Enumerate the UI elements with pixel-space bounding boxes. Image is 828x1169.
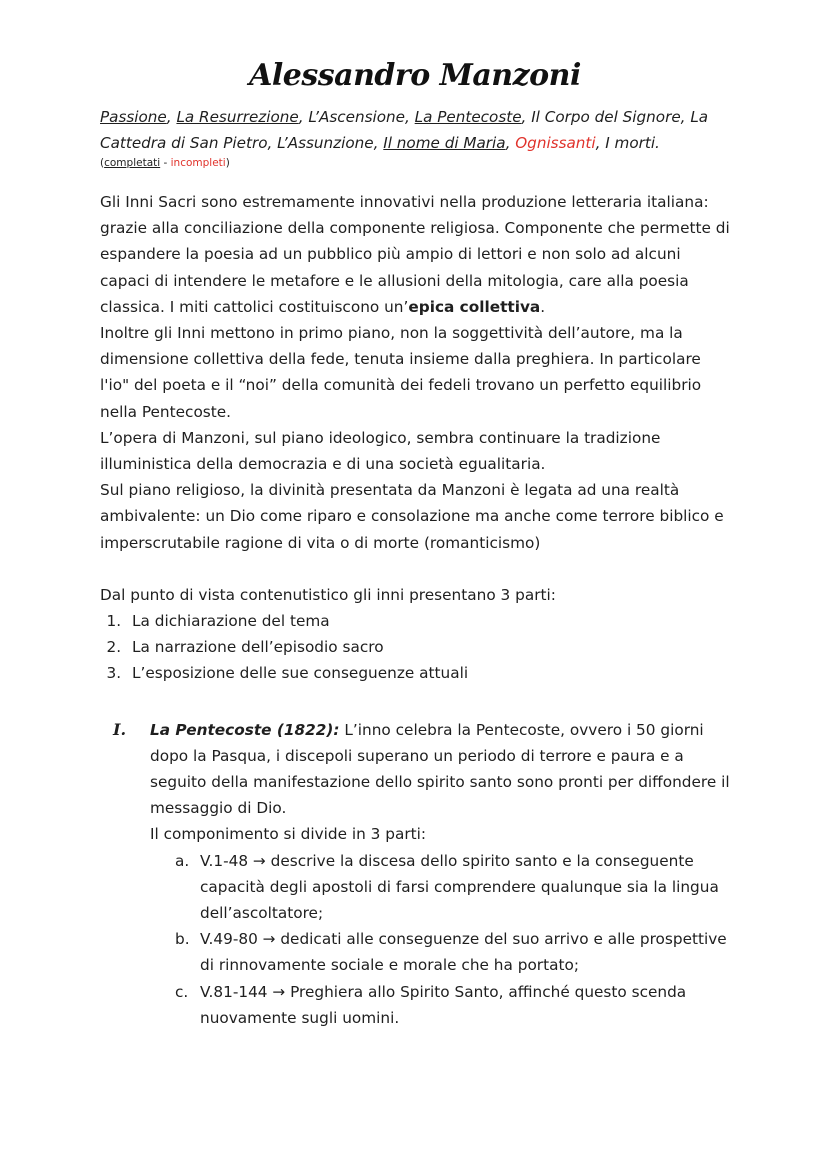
hymn-nome-di-maria: Il nome di Maria (383, 134, 506, 152)
intro-paragraph (100, 189, 730, 320)
list-item: 2. La narrazione dell’episodio sacro (126, 634, 730, 660)
paragraph-ideology: L’opera di Manzoni, sul piano ideologico, sembra continuare la tradizione illuministica della democrazia e di una società egualitaria. (100, 428, 661, 474)
hymn-passione: Passione (100, 108, 167, 126)
list-item-text: V.1-48 → descrive la discesa dello spirito santo e la conseguente capacità degli apostoli di farsi comprendere qualunque sia la lingua dell’ascoltatore; (200, 851, 719, 923)
verse-list (150, 848, 730, 1031)
hymn-plain-text: , I morti. (595, 134, 660, 152)
section-division: Il componimento si divide in 3 parti: (150, 825, 427, 844)
legend-open: ( (100, 157, 105, 169)
hymn-plain-text: , L’Ascensione, (298, 108, 415, 126)
legend (100, 156, 730, 170)
hymn-plain-text: , Il Corpo del Signore, La Cattedra di San Pietro, L’Assunzione, (100, 108, 709, 152)
list-item-text: V.49-80 → dedicati alle conseguenze del suo arrivo e alle prospettive di rinnovamente sociale e morale che ha portato; (200, 930, 727, 975)
list-item (150, 926, 730, 978)
legend-sep: - (160, 157, 171, 169)
spacer (100, 556, 730, 582)
page-title: Alessandro Manzoni (249, 58, 581, 93)
hymn-list (100, 104, 730, 156)
list-marker: b. (175, 930, 190, 949)
section-pentecoste (100, 717, 730, 1031)
legend-incomplete: incompleti (170, 157, 226, 169)
hymn-separator: , (166, 108, 177, 126)
hymn-pentecoste: La Pentecoste (414, 108, 522, 126)
section-body (150, 717, 730, 822)
section-numeral: I. (113, 719, 127, 739)
parts-list (100, 608, 730, 687)
paragraph-religion: Sul piano religioso, la divinità presentata da Manzoni è legata ad una realtà ambivalente: un Dio come riparo e consolazione ma anche come terrore biblico e imperscrutabile ragione di vita o di morte (romanticismo) (100, 481, 724, 552)
list-marker: c. (175, 982, 189, 1001)
list-item: 1. La dichiarazione del tema (126, 608, 730, 634)
paragraph-collective: Inoltre gli Inni mettono in primo piano, non la soggettività dell’autore, ma la dimensione collettiva della fede, tenuta insieme dalla preghiera. In particolare l'io" del poeta e il “noi” della comunità dei fedeli trovano un perfetto equilibrio nella Pentecoste. (100, 324, 702, 421)
parts-intro: Dal punto di vista contenutistico gli inni presentano 3 parti: (100, 585, 556, 604)
intro-bold: epica collettiva (408, 297, 541, 316)
section-heading: La Pentecoste (1822): (150, 720, 340, 739)
list-item: 3. L’esposizione delle sue conseguenze attuali (126, 660, 730, 686)
intro-text: Gli Inni Sacri sono estremamente innovativi nella produzione letteraria italiana: grazie alla conciliazione della componente religiosa. Componente che permette di espandere la poesia ad un pubblico più ampio di lettori e non solo ad alcuni capaci di intendere le metafore e le allusioni della mitologia, care alla poesia classica. I miti cattolici costituiscono un’ (100, 193, 730, 316)
list-marker: a. (175, 851, 190, 870)
legend-close: ) (225, 157, 230, 169)
hymn-ognissanti: Ognissanti (515, 134, 596, 152)
section-text: L’inno celebra la Pentecoste, ovvero i 50 giorni dopo la Pasqua, i discepoli superano un periodo di terrore e paura e a seguito della manifestazione dello spirito santo sono pronti per diffondere il messaggio di Dio. (150, 720, 730, 818)
list-item (150, 979, 730, 1031)
document-page (100, 52, 730, 1031)
intro-end: . (540, 297, 546, 316)
hymn-resurrezione: La Resurrezione (176, 108, 299, 126)
legend-completed: completati (104, 157, 161, 169)
list-item (150, 848, 730, 927)
hymn-separator: , (505, 134, 516, 152)
list-item-text: V.81-144 → Preghiera allo Spirito Santo, affinché questo scenda nuovamente sugli uomini. (200, 982, 687, 1027)
